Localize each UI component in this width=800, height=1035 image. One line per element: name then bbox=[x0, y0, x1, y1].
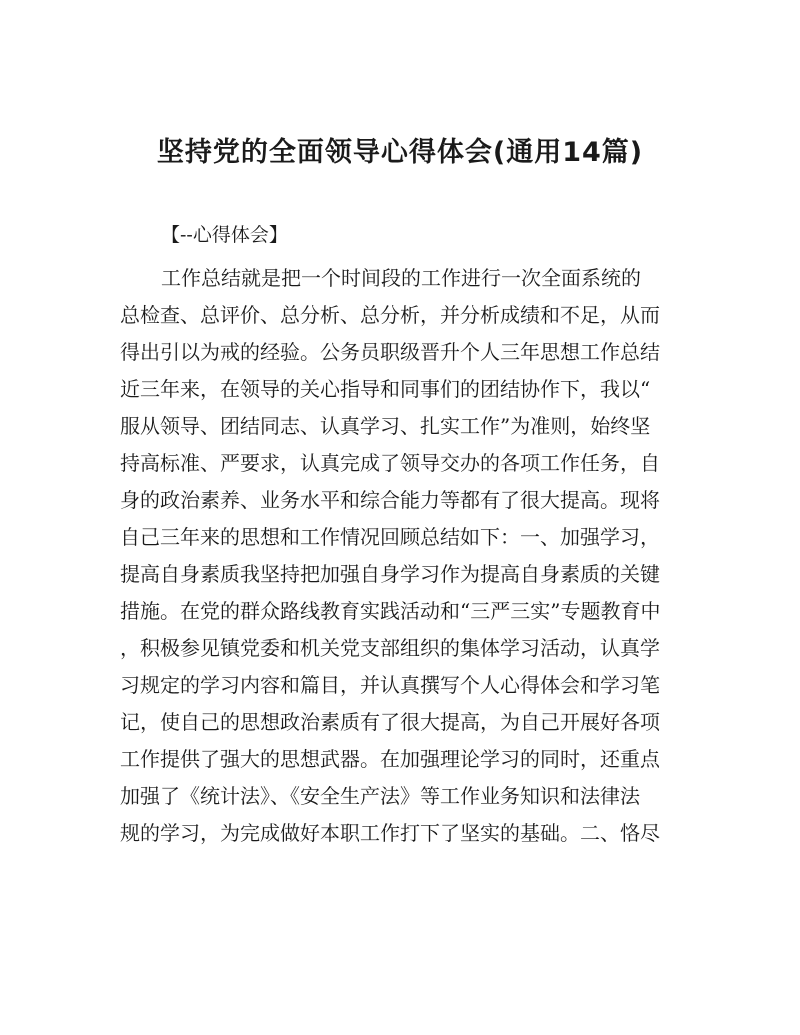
body-line: 得出引以为戒的经验。公务员职级晋升个人三年思想工作总结 bbox=[120, 340, 660, 364]
body-line: 工作提供了强大的思想武器。在加强理论学习的同时，还重点 bbox=[120, 747, 660, 771]
body-line: 总检查、总评价、总分析、总分析，并分析成绩和不足，从而 bbox=[120, 303, 660, 327]
body-line: 身的政治素养、业务水平和综合能力等都有了很大提高。现将 bbox=[120, 488, 660, 512]
body-line: 提高自身素质我坚持把加强自身学习作为提高自身素质的关键 bbox=[120, 562, 660, 586]
document-title: 坚持党的全面领导心得体会(通用14篇) bbox=[156, 137, 644, 168]
body-line: 习规定的学习内容和篇目，并认真撰写个人心得体会和学习笔 bbox=[120, 673, 660, 697]
body-line: 服从领导、团结同志、认真学习、扎实工作”为准则，始终坚 bbox=[120, 414, 651, 438]
body-line: 近三年来，在领导的关心指导和同事们的团结协作下，我以“ bbox=[120, 377, 651, 401]
body-line: 记，使自己的思想政治素质有了很大提高，为自己开展好各项 bbox=[120, 710, 660, 734]
body-line: 持高标准、严要求，认真完成了领导交办的各项工作任务，自 bbox=[120, 451, 660, 475]
category-tag: 【--心得体会】 bbox=[161, 224, 288, 246]
body-line: ，积极参见镇党委和机关党支部组织的集体学习活动，认真学 bbox=[120, 636, 660, 660]
body-line: 工作总结就是把一个时间段的工作进行一次全面系统的 bbox=[161, 266, 641, 290]
body-line: 自己三年来的思想和工作情况回顾总结如下：一、加强学习， bbox=[120, 525, 660, 549]
body-line: 加强了《统计法》、《安全生产法》等工作业务知识和法律法 bbox=[120, 784, 640, 808]
body-line: 规的学习，为完成做好本职工作打下了坚实的基础。二、恪尽 bbox=[120, 821, 660, 845]
body-line: 措施。在党的群众路线教育实践活动和“三严三实”专题教育中 bbox=[120, 599, 661, 623]
